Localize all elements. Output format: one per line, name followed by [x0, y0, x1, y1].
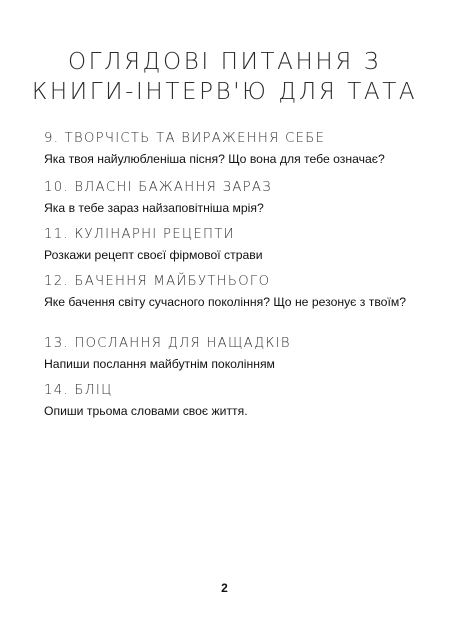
- section-question: Яке бачення світу сучасного покоління? Що не резонує з твоїм?: [44, 295, 406, 309]
- question-section: [44, 226, 414, 263]
- section-heading: 9. ТВОРЧІСТЬ ТА ВИРАЖЕННЯ СЕБЕ: [44, 131, 326, 146]
- section-heading: 12. БАЧЕННЯ МАЙБУТНЬОГО: [44, 274, 271, 289]
- section-question: Напиши послання майбутнім поколінням: [44, 357, 275, 371]
- title-line-1: ОГЛЯДОВІ ПИТАННЯ З: [67, 49, 382, 75]
- title-line-2: КНИГИ-ІНТЕРВ'Ю ДЛЯ ТАТА: [31, 79, 418, 105]
- section-question: Яка в тебе зараз найзаповітніша мрія?: [44, 201, 264, 215]
- section-question: Розкажи рецепт своєї фірмової страви: [44, 248, 263, 262]
- section-question: Яка твоя найулюбленіша пісня? Що вона для тебе означає?: [44, 152, 385, 166]
- question-section: [44, 335, 414, 372]
- question-section: [44, 179, 414, 216]
- question-section: [44, 273, 414, 310]
- section-question: Опиши трьома словами своє життя.: [44, 404, 248, 418]
- question-section: [44, 382, 414, 419]
- question-section: [44, 130, 414, 167]
- section-heading: 13. ПОСЛАННЯ ДЛЯ НАЩАДКІВ: [44, 336, 291, 351]
- section-heading: 10. ВЛАСНІ БАЖАННЯ ЗАРАЗ: [44, 180, 272, 195]
- section-heading: 14. БЛІЦ: [44, 383, 113, 398]
- page-number: 2: [221, 581, 228, 595]
- page-title: [0, 47, 449, 107]
- section-heading: 11. КУЛІНАРНІ РЕЦЕПТИ: [44, 227, 235, 242]
